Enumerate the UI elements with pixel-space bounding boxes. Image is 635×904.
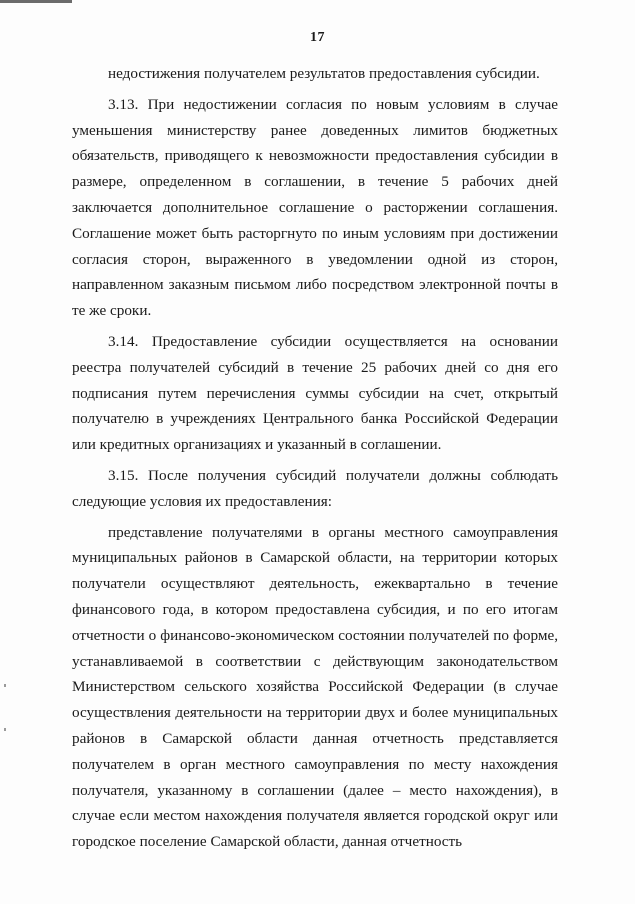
- scan-edge-mark: [4, 684, 6, 687]
- paragraph-3-15: 3.15. После получения субсидий получатели должны соблюдать следующие условия их предоставления:: [72, 466, 558, 510]
- paragraph-3-13: 3.13. При недостижении согласия по новым условиям в случае уменьшения министерству ранее доведенных лимитов бюджетных обязательств, приводящего к невозможности предоставления субсидии в размере, определенном в соглашении, в течение 5 рабочих дней заключается дополнительное соглашение о расторжении соглашения. Соглашение может быть расторгнуто по иным условиям при достижении согласия сторон, выраженного в уведомлении одной из сторон, направленном заказным письмом либо посредством электронной почты в те же сроки.: [72, 95, 558, 320]
- paragraph-conditions: представление получателями в органы местного самоуправления муниципальных районов в Самарской области, на территории которых получатели осуществляют деятельность, ежеквартально в течение финансового года, в котором предоставлена субсидия, и по его итогам отчетности о финансово-экономическом состоянии получателей по форме, устанавливаемой в соответствии с действующим законодательством Министерством сельского хозяйства Российской Федерации (в случае осуществления деятельности на территории двух и более муниципальных районов в Самарской области данная отчетность представляется получателем в орган местного самоуправления по месту нахождения получателя, указанному в соглашении (далее – место нахождения), в случае если местом нахождения получателя является городской округ или городское поселение Самарской области, данная отчетность: [72, 523, 558, 851]
- paragraph-3-14: 3.14. Предоставление субсидии осуществляется на основании реестра получателей субсидий в течение 25 рабочих дней со дня его подписания путем перечисления суммы субсидии на счет, открытый получателю в учреждениях Центрального банка Российской Федерации или кредитных организациях и указанный в соглашении.: [72, 332, 558, 454]
- page-number: 17: [310, 30, 325, 45]
- document-body: [72, 61, 558, 855]
- scan-edge-mark: [4, 728, 6, 731]
- paragraph-continuation: недостижения получателем результатов предоставления субсидии.: [108, 65, 540, 82]
- scan-corner-mark: [0, 0, 72, 3]
